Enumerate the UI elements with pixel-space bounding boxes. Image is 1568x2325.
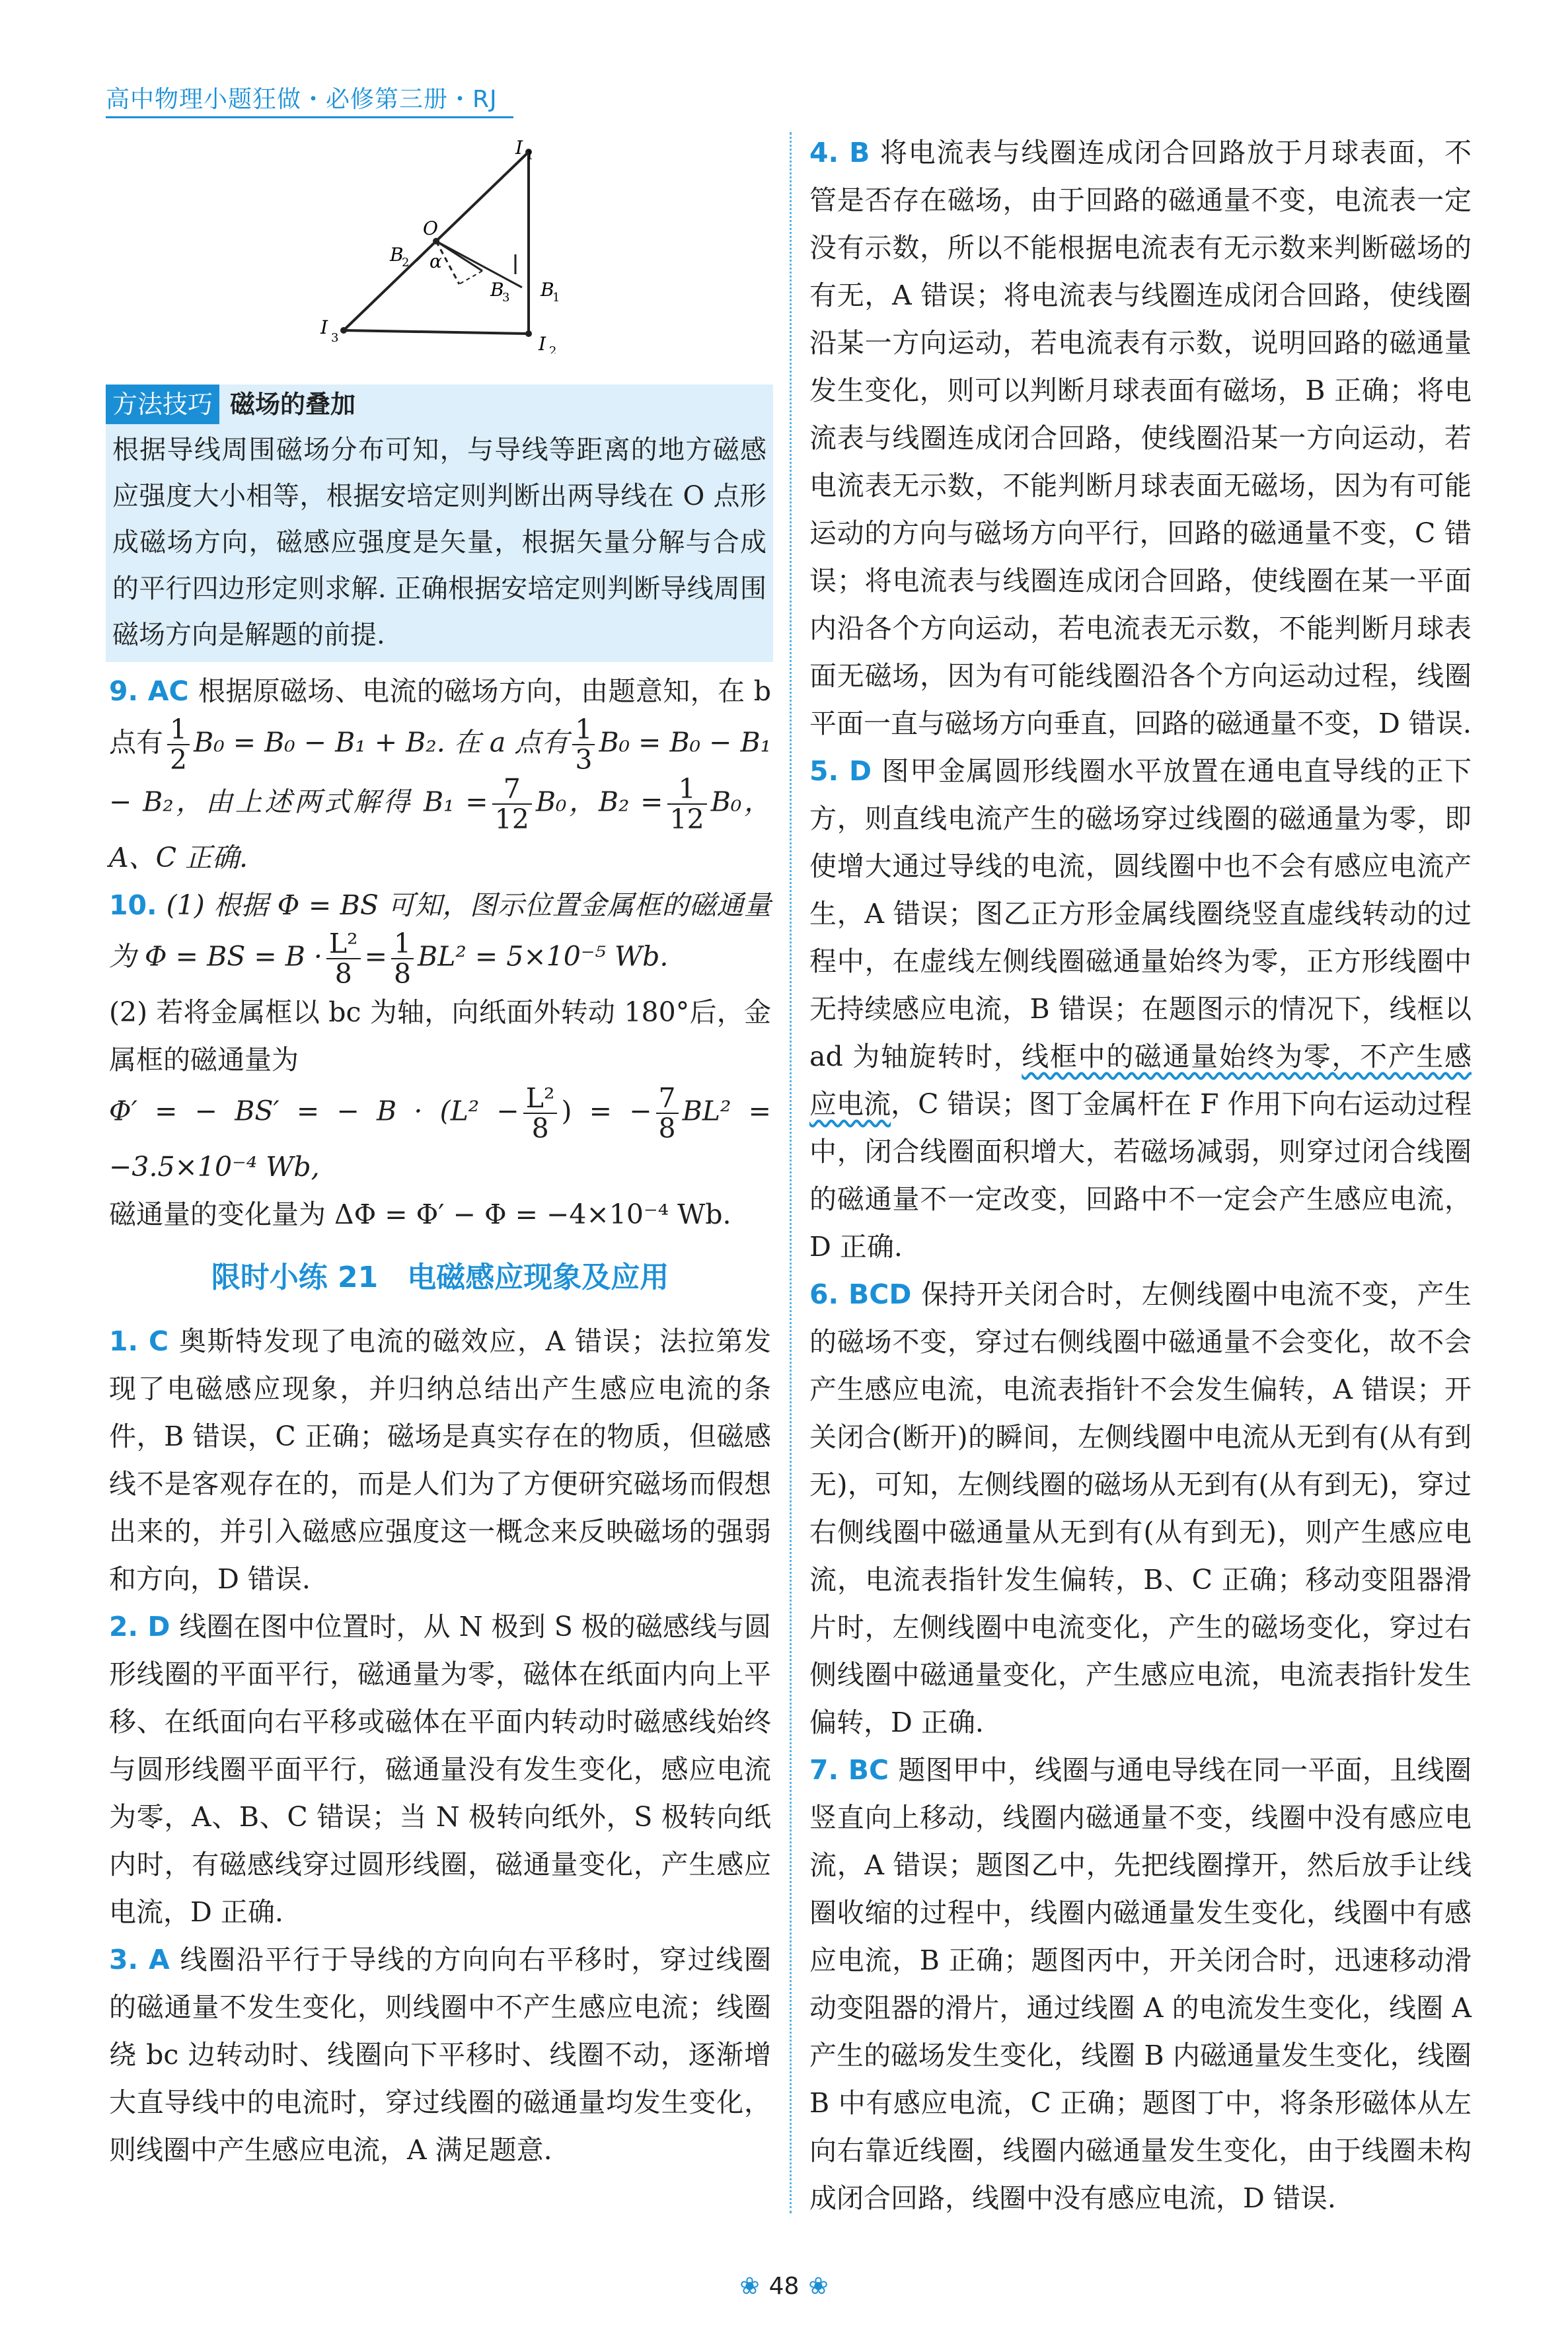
- answer-5-text-a: 图甲金属圆形线圈水平放置在通电直导线的正下方，则直线电流产生的磁场穿过线圈的磁通量为零，即使增大通过导线的电流，圆线圈中也不会有感应电流产生，A 错误；图乙正方形金属线圈绕竖直虚线转动的过程中，在虚线左侧线圈磁通量始终为零，正方形线圈中无持续感应电流，B 错误；在题图示的情况下，线框以 ad 为轴旋转时，: [809, 755, 1472, 1072]
- fraction-numerator: 1: [667, 774, 707, 805]
- answer-7-text: 题图甲中，线圈与通电导线在同一平面，且线圈竖直向上移动，线圈内磁通量不变，线圈中没有感应电流，A 错误；题图乙中，先把线圈撑开，然后放手让线圈收缩的过程中，线圈内磁通量发生变化，线圈中有感应电流，B 正确；题图丙中，开关闭合时，迅速移动滑动变阻器的滑片，通过线圈 A 的电流发生变化，线圈 A 产生的磁场发生变化，线圈 B 内磁通量发生变化，线圈 B 中有感应电流，C 正确；题图丁中，将条形磁体从左向右靠近线圈，线圈内磁通量发生变化，由于线圈未构成闭合回路，线圈中没有感应电流，D 错误.: [809, 1754, 1472, 2214]
- answer-5-text-b: ，C 错误；图丁金属杆在 F 作用下向右运动过程中，闭合线圈面积增大，若磁场减弱，则穿过闭合线圈的磁通量不一定改变，回路中不一定会产生感应电流，D 正确.: [809, 1088, 1472, 1263]
- fraction: [326, 929, 361, 988]
- label-b3: B: [490, 279, 504, 301]
- answer-5: [809, 747, 1472, 1271]
- fraction: [572, 715, 595, 774]
- fraction: [656, 1084, 679, 1143]
- column-divider: [790, 132, 792, 2213]
- answer-4-number: 4. B: [809, 137, 870, 168]
- label-i2-sub: 2: [549, 344, 557, 353]
- method-tip-box: [106, 385, 773, 662]
- tip-text: 根据导线周围磁场分布可知，与导线等距离的地方磁感应强度大小相等，根据安培定则判断出两导线在 O 点形成磁场方向，磁感应强度是矢量，根据矢量分解与合成的平行四边形定则求解. 正确根据安培定则判断导线周围磁场方向是解题的前提.: [112, 435, 766, 650]
- vector-resultant: [436, 241, 482, 271]
- fraction-numerator: L²: [326, 929, 361, 959]
- answer-6-number: 6. BCD: [809, 1278, 912, 1310]
- label-o: O: [423, 217, 438, 239]
- answer-10-number: 10.: [109, 889, 157, 921]
- node-i2: [525, 330, 532, 337]
- tip-heading: [106, 385, 355, 424]
- answer-10-part-2: (2) 若将金属框以 bc 为轴，向纸面外转动 180°后，金属框的磁通量为: [109, 996, 771, 1076]
- node-i3: [340, 327, 347, 334]
- answer-2-number: 2. D: [109, 1611, 170, 1642]
- tip-tag: 方法技巧: [106, 385, 219, 424]
- answer-10-p1a: (1) 根据 Φ = BS 可知，图示位置金属框的磁通量为 Φ = BS = B ·: [109, 889, 771, 973]
- answer-9: [109, 667, 771, 881]
- answer-9-number: 9. AC: [109, 675, 189, 707]
- fraction-denominator: 12: [669, 803, 704, 835]
- fraction: [167, 715, 190, 774]
- label-alpha: α: [429, 250, 442, 272]
- fraction-denominator: 12: [494, 803, 529, 835]
- answer-10-p3a: Φ′ = − BS′ = − B · (L² −: [109, 1095, 519, 1127]
- page-number: 48: [768, 2273, 800, 2300]
- answer-10-p3b: ) = −: [561, 1095, 652, 1127]
- answer-9-eq-1: B₀ = B₀ − B₁ + B₂. 在 a 点有: [194, 726, 569, 758]
- label-b1: B: [541, 279, 554, 301]
- fraction-denominator: 2: [170, 744, 188, 776]
- answer-9-eq-4: B₀，A、C 正确.: [109, 786, 771, 873]
- answer-5-number: 5. D: [809, 755, 872, 787]
- answer-5-emphasis: 线框中的磁通量始终为零，不产生感应电流: [809, 1041, 1472, 1120]
- page-footer: [0, 2273, 1568, 2300]
- triangle-magnetic-field-diagram: [317, 135, 595, 356]
- label-b1-sub: 1: [552, 291, 560, 305]
- label-i3: I: [320, 316, 328, 338]
- answer-6: [809, 1271, 1472, 1746]
- footer-left-ornament-icon: ❀: [739, 2273, 760, 2300]
- fraction-denominator: 3: [575, 744, 593, 776]
- label-i1-sub: 1: [526, 149, 534, 163]
- line-o-i2: [436, 241, 522, 287]
- answer-10-p1c: BL² = 5×10⁻⁵ Wb.: [418, 940, 669, 973]
- header-rule: [106, 116, 513, 118]
- answer-10-part-1: [109, 881, 771, 988]
- fraction-numerator: L²: [523, 1084, 558, 1114]
- fraction-denominator: 8: [393, 958, 412, 990]
- label-b2: B: [390, 244, 404, 266]
- fraction: [391, 929, 414, 988]
- answer-9-eq-3: B₀，B₂ =: [535, 786, 663, 818]
- right-column: [809, 129, 1472, 2222]
- label-b3-sub: 3: [502, 291, 510, 305]
- answer-10-part-4: 磁通量的变化量为 ΔΦ = Φ′ − Φ = −4×10⁻⁴ Wb.: [109, 1199, 731, 1230]
- fraction-denominator: 8: [658, 1113, 676, 1144]
- running-header: 高中物理小题狂做・必修第三册・RJ: [106, 86, 498, 113]
- answer-7-number: 7. BC: [809, 1754, 889, 1786]
- answer-3-number: 3. A: [109, 1944, 170, 1975]
- edge-i3-i2: [344, 330, 529, 334]
- fraction-numerator: 1: [167, 715, 190, 745]
- answer-1-text: 奥斯特发现了电流的磁效应，A 错误；法拉第发现了电磁感应现象，并归纳总结出产生感应电流的条件，B 错误，C 正确；磁场是真实存在的物质，但磁感线不是客观存在的，而是人们为了方便研究磁场而假想出来的，并引入磁感应强度这一概念来反映磁场的强弱和方向，D 错误.: [109, 1325, 772, 1595]
- fraction-numerator: 1: [391, 929, 414, 959]
- answer-1: [109, 1317, 771, 1603]
- answer-3: [109, 1936, 771, 2174]
- fraction-numerator: 1: [572, 715, 595, 745]
- tip-title: 磁场的叠加: [230, 390, 356, 419]
- parallelogram-edge: [459, 271, 482, 284]
- answer-2: [109, 1603, 771, 1936]
- footer-right-ornament-icon: ❀: [808, 2273, 829, 2300]
- answer-9-text-1: 根据原磁场、电流的磁场方向，由题意知，在 b 点有: [109, 675, 771, 758]
- label-i1: I: [515, 137, 523, 159]
- answer-7: [809, 1746, 1472, 2222]
- answer-10-part-3: [109, 1084, 771, 1191]
- diagram-svg: [317, 135, 595, 353]
- answer-3-text: 线圈沿平行于导线的方向向右平移时，穿过线圈的磁通量不发生变化，则线圈中不产生感应电流；线圈绕 bc 边转动时、线圈向下平移时、线圈不动，逐渐增大直导线中的电流时，穿过线圈的磁通量均发生变化，则线圈中产生感应电流，A 满足题意.: [109, 1944, 772, 2166]
- answer-4-text: 将电流表与线圈连成闭合回路放于月球表面，不管是否存在磁场，由于回路的磁通量不变，电流表一定没有示数，所以不能根据电流表有无示数来判断磁场的有无，A 错误；将电流表与线圈连成闭合回路，使线圈沿某一方向运动，若电流表有示数，说明回路的磁通量发生变化，则可以判断月球表面有磁场，B 正确；将电流表与线圈连成闭合回路，使线圈沿某一方向运动，若电流表无示数，不能判断月球表面无磁场，因为有可能运动的方向与磁场方向平行，回路的磁通量不变，C 错误；将电流表与线圈连成闭合回路，使线圈在某一平面内沿各个方向运动，若电流表无示数，不能判断月球表面无磁场，因为有可能线圈沿各个方向运动过程，线圈平面一直与磁场方向垂直，回路的磁通量不变，D 错误.: [809, 137, 1472, 739]
- label-i2: I: [539, 333, 546, 353]
- answer-4: [809, 129, 1472, 747]
- label-b2-sub: 2: [402, 256, 410, 270]
- answer-9-eq-2: B₀ = B₀ − B₁ − B₂，由上述两式解得 B₁ =: [109, 726, 772, 818]
- fraction-denominator: 8: [334, 958, 352, 990]
- section-title: 限时小练 21 电磁感应现象及应用: [211, 1261, 669, 1294]
- answer-10-p3c: BL² = −3.5×10⁻⁴ Wb,: [109, 1095, 771, 1183]
- answer-2-text: 线圈在图中位置时，从 N 极到 S 极的磁感线与圆形线圈的平面平行，磁通量为零，磁体在纸面内向上平移、在纸面向右平移或磁体在平面内转动时磁感线始终与圆形线圈平面平行，磁通量没有发生变化，感应电流为零，A、B、C 错误；当 N 极转向纸外，S 极转向纸内时，有磁感线穿过圆形线圈，磁通量变化，产生感应电流，D 正确.: [109, 1611, 771, 1928]
- answer-6-text: 保持开关闭合时，左侧线圈中电流不变，产生的磁场不变，穿过右侧线圈中磁通量不会变化，故不会产生感应电流，电流表指针不会发生偏转，A 错误；开关闭合(断开)的瞬间，左侧线圈中电流从无到有(从有到无)，可知，左侧线圈的磁场从无到有(从有到无)，穿过右侧线圈中磁通量从无到有(从有到无)，则产生感应电流，电流表指针发生偏转，B、C 正确；移动变阻器滑片时，左侧线圈中电流变化，产生的磁场变化，穿过右侧线圈中磁通量变化，产生感应电流，电流表指针发生偏转，D 正确.: [809, 1278, 1472, 1738]
- fraction-numerator: 7: [492, 774, 532, 805]
- left-column: [109, 667, 771, 2174]
- answer-10-p1b: =: [364, 940, 387, 973]
- answer-1-number: 1. C: [109, 1325, 169, 1357]
- fraction-denominator: 8: [531, 1113, 549, 1144]
- fraction: [667, 774, 707, 834]
- fraction-numerator: 7: [656, 1084, 679, 1114]
- fraction: [523, 1084, 558, 1143]
- label-i3-sub: 3: [331, 331, 339, 345]
- fraction: [492, 774, 532, 834]
